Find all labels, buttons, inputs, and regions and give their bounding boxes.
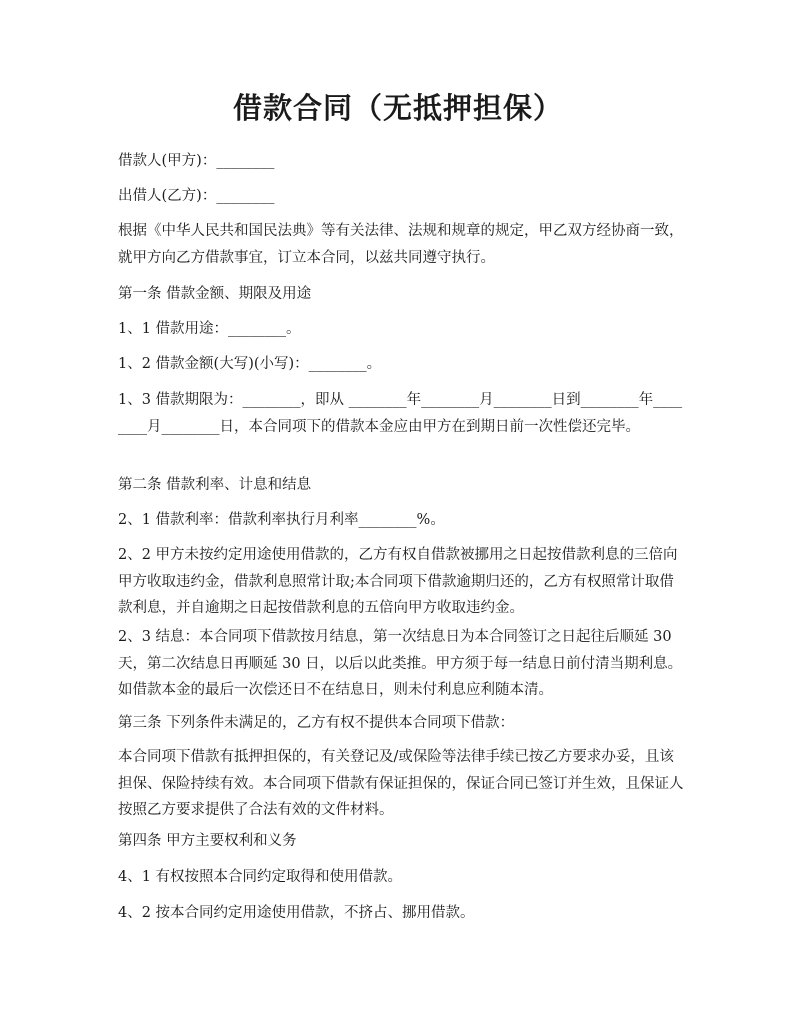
clause-4-2: 4、2 按本合同约定用途使用借款，不挤占、挪用借款。 bbox=[118, 905, 475, 921]
borrower-line: 借款人(甲方)：________ bbox=[118, 153, 275, 169]
article-3-paragraph: 本合同项下借款有抵押担保的，有关登记及/或保险等法律手续已按乙方要求办妥，且该担保、保险持续有效。本合同项下借款有保证担保的，保证合同已签订并生效，且保证人按照乙方要求提供了合法有效的文件材料。 bbox=[118, 749, 684, 818]
lender-line: 出借人(乙方)：________ bbox=[118, 188, 275, 204]
preamble-paragraph: 根据《中华人民共和国民法典》等有关法律、法规和规章的规定，甲乙双方经协商一致，就甲方向乙方借款事宜，订立本合同，以兹共同遵守执行。 bbox=[118, 223, 684, 266]
clause-1-2: 1、2 借款金额(大写)(小写)：________。 bbox=[118, 356, 382, 372]
clause-2-1: 2、1 借款利率：借款利率执行月利率________%。 bbox=[118, 512, 445, 528]
article-1-heading: 第一条 借款金额、期限及用途 bbox=[118, 286, 312, 302]
clause-1-1: 1、1 借款用途：________。 bbox=[118, 321, 301, 337]
article-3-heading: 第三条 下列条件未满足的，乙方有权不提供本合同项下借款： bbox=[118, 715, 515, 731]
clause-1-3: 1、3 借款期限为：________，即从 ________年________月________日到________年________月________日，本合同项下的借款本金应由甲方在到期日前一次性偿还完毕。 bbox=[118, 392, 683, 435]
article-4-heading: 第四条 甲方主要权利和义务 bbox=[118, 833, 297, 849]
clause-4-1: 4、1 有权按照本合同约定取得和使用借款。 bbox=[118, 869, 403, 885]
clause-2-3: 2、3 结息：本合同项下借款按月结息，第一次结息日为本合同签订之日起往后顺延 30 天，第二次结息日再顺延 30 日，以后以此类推。甲方须于每一结息日前付清当期利息。如借款本金的最后一次偿还日不在结息日，则未付利息应利随本清。 bbox=[118, 629, 683, 698]
clause-2-2: 2、2 甲方未按约定用途使用借款的，乙方有权自借款被挪用之日起按借款利息的三倍向甲方收取违约金，借款利息照常计取;本合同项下借款逾期归还的，乙方有权照常计取借款利息，并自逾期之日起按借款利息的五倍向甲方收取违约金。 bbox=[118, 547, 678, 616]
document-title: 借款合同（无抵押担保） bbox=[232, 91, 563, 125]
article-2-heading: 第二条 借款利率、计息和结息 bbox=[118, 477, 312, 493]
